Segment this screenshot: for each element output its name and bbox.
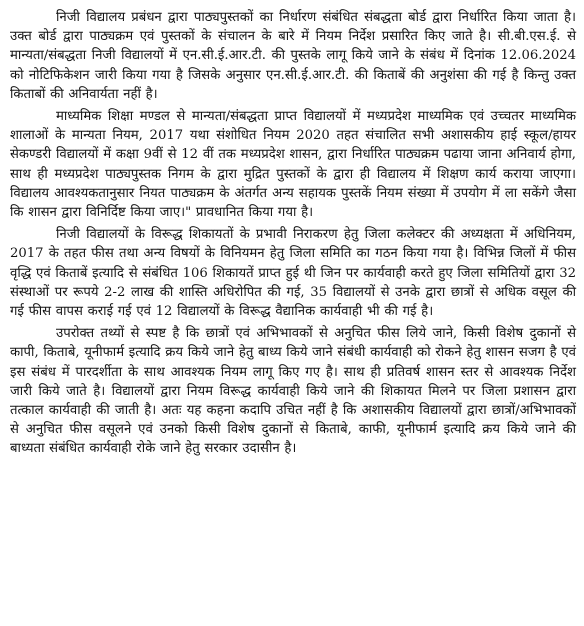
paragraph-district-committee: निजी विद्यालयों के विरूद्ध शिकायतों के प्रभावी निराकरण हेतु जिला कलेक्टर की अध्यक्षता में अधिनियम, 2017 के तहत फीस तथा अन्य विषयों के विनियमन हेतु जिला समिति का गठन किया गया है। विभिन्न जिलों में फीस वृद्धि एवं किताबें इत्यादि से संबंधित 106 शिकायतें प्राप्त हुई थी जिन पर कार्यवाही करते हुए जिला समितियों द्वारा 32 संस्थाओं पर रूपये 2-2 लाख की शास्ति अधिरोपित की गई, 35 विद्यालयों से उनके द्वारा छात्रों से अधिक वसूल की गई फीस वापस कराई गई एवं 12 विद्यालयों के विरूद्ध वैद्यानिक कार्यवाही भी की गई है। (10, 227, 576, 320)
paragraph-conclusion: उपरोक्त तथ्यों से स्पष्ट है कि छात्रों एवं अभिभावकों से अनुचित फीस लिये जाने, किसी विशेष दुकानों से कापी, किताबे, यूनीफार्म इत्यादि क्रय किये जाने हेतु बाध्य किये जाने संबंधी कार्यवाही को रोकने हेतु शासन सजग है एवं इस संबंध में पारदर्शीता के साथ आवश्यक नियम लागू किए गए है। साथ ही प्रतिवर्ष शासन स्तर से आवश्यक निर्देश जारी किये जाते है। विद्यालयों द्वारा नियम विरूद्ध कार्यवाही किये जाने की शिकायत मिलने पर जिला प्रशासन द्वारा तत्काल कार्यवाही की जाती है। अतः यह कहना कदापि उचित नहीं है कि अशासकीय विद्यालयों द्वारा छात्रों/अभिभावकों से अनुचित फीस वसूलने एवं उनको किसी विशेष दुकानों से किताबे, काफी, यूनीफार्म इत्यादि क्रय किये जाने की बाध्यता संबंधित कार्यवाही रोके जाने हेतु सरकार उदासीन है। (10, 326, 576, 457)
paragraph-mp-board-rules: माध्यमिक शिक्षा मण्डल से मान्यता/संबद्धता प्राप्त विद्यालयों में मध्यप्रदेश माध्यमिक एवं उच्चतर माध्यमिक शालाओं के मान्यता नियम, 2017 यथा संशोधित नियम 2020 तहत संचालित सभी अशासकीय हाई स्कूल/हायर सेकण्डरी विद्यालयों में कक्षा 9वीं से 12 वीं तक मध्यप्रदेश शासन, द्वारा निर्धारित पाठ्यक्रम पढाया जाना अनिवार्य होगा, साथ ही मध्यप्रदेश पाठ्यपुस्तक निगम के द्वारा मुद्रित पुस्तकों के द्वारा ही विद्यालय में शिक्षण कार्य कराया जाएगा। विद्यालय आवश्यकतानुसार नियत पाठ्यक्रम के अंतर्गत अन्य सहायक पुस्तकें नियम संख्या में उपयोग में ला सकेंगे जैसा कि शासन द्वारा विनिर्दिष्ट किया जाए।" प्रावधानित किया गया है। (10, 109, 576, 221)
paragraph-textbook-determination: निजी विद्यालय प्रबंधन द्वारा पाठ्यपुस्तकों का निर्धारण संबंधित संबद्धता बोर्ड द्वारा निर्धारित किया जाता है। उक्त बोर्ड द्वारा पाठ्यक्रम एवं पुस्तकों के संचालन के बारे में नियम निर्देश प्रसारित किए जाते है। सी.बी.एस.ई. से मान्यता/संबद्धता निजी विद्यालयों में एन.सी.ई.आर.टी. की पुस्तके लागू किये जाने के संबंध में दिनांक 12.06.2024 को नोटिफिकेशन जारी किया गया है जिसके अनुसार एन.सी.ई.आर.टी. की किताबें की अनुशंसा की गई है किन्तु उक्त किताबों की अनिवार्यता नहीं है। (10, 10, 576, 102)
